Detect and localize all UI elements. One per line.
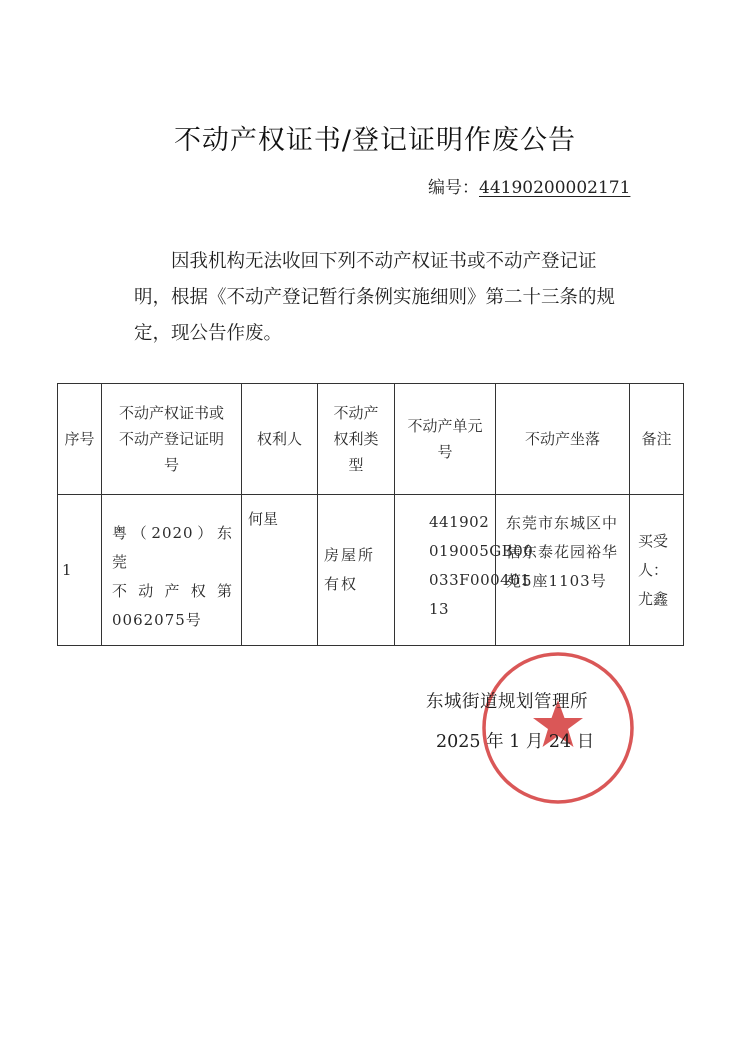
cell-unit-number: 441902 019005GB00 033F000401 13 [395, 495, 496, 646]
body-line: 明，根据《不动产登记暂行条例实施细则》第二十三条的规 [134, 287, 616, 308]
doc-number-value: 44190200002171 [479, 178, 631, 198]
cell-cert-number: 粤（2020）东莞 不动产权第 0062075号 [102, 495, 242, 646]
doc-number-label: 编号： [428, 178, 479, 198]
header-holder: 权利人 [242, 384, 318, 495]
header-location: 不动产坐落 [496, 384, 630, 495]
table-row [58, 495, 684, 646]
notice-body [134, 244, 634, 352]
certificate-table [57, 383, 684, 646]
body-line: 因我机构无法收回下列不动产权证书或不动产登记证 [171, 251, 597, 272]
table-header-row [58, 384, 684, 495]
header-index: 序号 [58, 384, 102, 495]
issue-date: 2025 年 1 月 24 日 [436, 732, 595, 752]
notice-title: 不动产权证书/登记证明作废公告 [173, 125, 577, 156]
issuing-organization: 东城街道规划管理所 [426, 692, 588, 712]
header-cert-number: 不动产权证书或 不动产登记证明 号 [102, 384, 242, 495]
body-line: 定，现公告作废。 [134, 323, 283, 344]
cell-note: 买受人： 尤鑫 [630, 495, 684, 646]
header-unit-number: 不动产单元 号 [395, 384, 496, 495]
header-note: 备注 [630, 384, 684, 495]
cell-right-type: 房屋所 有权 [318, 495, 395, 646]
cell-index: 1 [58, 495, 102, 646]
header-right-type: 不动产 权利类 型 [318, 384, 395, 495]
cell-location: 东莞市东城区中 信东泰花园裕华 苑5座1103号 [496, 495, 630, 646]
cell-holder: 何星 [242, 495, 318, 646]
doc-number [428, 173, 630, 198]
